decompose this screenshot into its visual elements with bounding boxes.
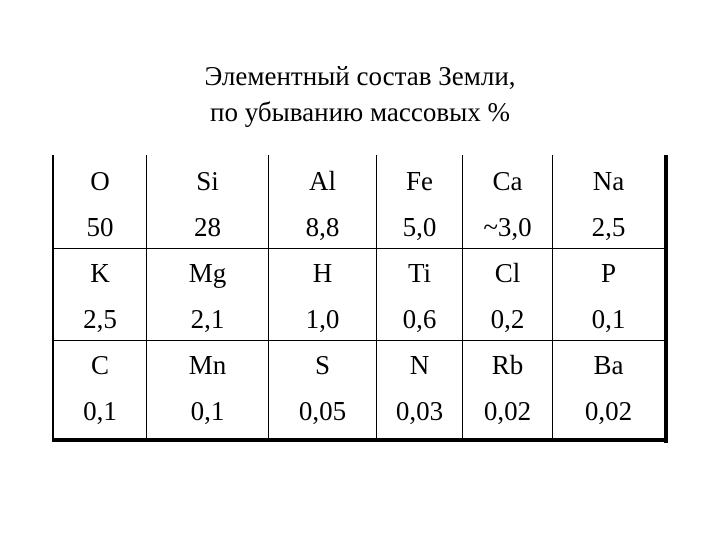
table-border-bottom [52,438,668,442]
element-symbol: N [409,350,430,380]
title-line-1: Элементный состав Земли, [204,61,516,91]
element-percent: 2,1 [190,304,225,334]
table-border-right [664,155,668,443]
element-symbol: Fe [406,166,433,196]
element-percent: 1,0 [305,304,340,334]
element-symbol: Rb [491,350,524,380]
element-symbol: Ti [407,258,432,288]
element-symbol: Al [309,166,336,196]
element-percent: 2,5 [83,304,117,334]
element-percent: 0,2 [490,304,525,334]
element-percent: 0,03 [395,396,444,426]
element-symbol: C [90,350,109,380]
element-percent: 0,02 [483,396,532,426]
element-percent: 0,05 [298,396,347,426]
element-percent: 50 [86,212,114,242]
element-symbol: O [90,166,110,196]
element-percent: 0,1 [591,304,626,334]
element-symbol: Si [196,166,219,196]
element-symbol: Mg [188,258,227,288]
title-line-2: по убыванию массовых % [210,97,510,127]
element-percent: 0,1 [190,396,225,426]
element-percent: 0,02 [584,396,633,426]
element-symbol: Ca [492,166,523,196]
element-symbol: Cl [494,258,521,288]
element-symbol: S [314,350,331,380]
slide-title [0,58,720,130]
element-symbol: Mn [188,350,227,380]
element-symbol: H [312,258,333,288]
element-percent: 2,5 [591,212,626,242]
element-percent: 0,1 [83,396,117,426]
element-symbol: P [600,258,617,288]
element-symbol: K [90,258,110,288]
element-percent: 0,6 [402,304,437,334]
element-percent: 8,8 [305,212,340,242]
element-symbol: Ba [593,350,624,380]
element-percent: 5,0 [402,212,437,242]
element-symbol: Na [592,166,625,196]
element-percent: ~3,0 [483,212,532,242]
element-percent: 28 [194,212,221,242]
